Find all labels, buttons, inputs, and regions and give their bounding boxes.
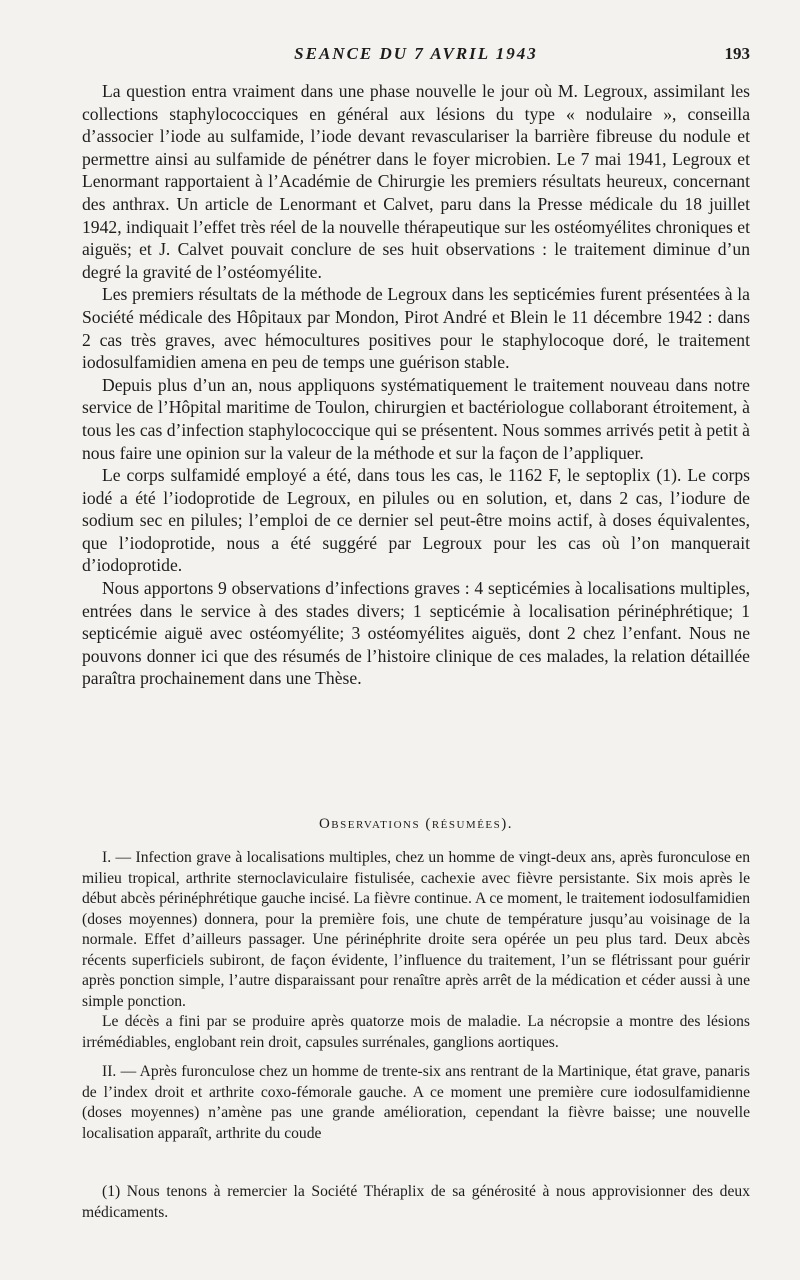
page-header xyxy=(82,44,750,66)
paragraph: Le corps sulfamidé employé a été, dans tous les cas, le 1162 F, le septoplix (1). Le corps iodé a été l’iodoprotide de Legroux, en pilules ou en solution, et, dans 2 cas, l’iodure de sodium sec en pilules; l’emploi de ce dernier sel peut-être moins actif, à doses équivalentes, que l’iodoprotide, nous a été suggéré par Legroux pour les cas où l’on manquerait d’iodoprotide. xyxy=(82,465,750,576)
paragraph: Depuis plus d’un an, nous appliquons systématiquement le traitement nouveau dans notre service de l’Hôpital maritime de Toulon, chirurgien et bactériologue collaborant étroitement, à tous les cas d’infection staphylococcique qui se présentent. Nous sommes arrivés petit à petit à nous faire une opinion sur la valeur de la méthode et sur la façon de l’appliquer. xyxy=(82,374,750,463)
running-head: SEANCE DU 7 AVRIL 1943 xyxy=(294,44,538,63)
paragraph: La question entra vraiment dans une phase nouvelle le jour où M. Legroux, assimilant les collections staphylococciques en général aux lésions du type « nodulaire », conseilla d’associer l’iode au sulfamide, l’iode devant revasculariser la barrière fibreuse du nodule et permettre ainsi au sulfamide de pénétrer dans le foyer microbien. Le 7 mai 1941, Legroux et Lenormant rapportaient à l’Académie de Chirurgie les premiers résultats heureux, concernant des anthrax. Un article de Lenormant et Calvet, paru dans la Presse médicale du 18 juillet 1942, indiquait l’effet très réel de la nouvelle thérapeutique sur les ostéomyélites chroniques et aiguës; et J. Calvet pouvait conclure de ses huit observations : le traitement diminue d’un degré la gravité de l’ostéomyélite. xyxy=(82,81,750,282)
footnote-text: (1) Nous tenons à remercier la Société Théraplix de sa générosité à nous approvisionner des deux médicaments. xyxy=(82,1183,750,1221)
footnote xyxy=(82,1182,750,1223)
page-number: 193 xyxy=(724,44,750,63)
observation-paragraph: I. — Infection grave à localisations multiples, chez un homme de vingt-deux ans, après furonculose en milieu tropical, arthrite sternoclaviculaire fistulisée, cachexie avec fièvre persistante. Six mois après le début abcès périnéphrétique gauche incisé. La fièvre continue. A ce moment, le traitement iodosulfamidien (doses moyennes) donnera, pour la première fois, une chute de température jusqu’au voisinage de la normale. Effet d’ailleurs passager. Une périnéphrite droite sera opérée un peu plus tard. Deux abcès récents superficiels subiront, de façon évidente, l’influence du traitement, l’un se flétrissant pour guérir après ponction simple, l’autre disparaissant pour renaître après arrêt de la médication et céder aussi à une simple ponction. xyxy=(82,849,750,1010)
observations xyxy=(82,848,750,1144)
observation-paragraph: II. — Après furonculose chez un homme de trente-six ans rentrant de la Martinique, état grave, panaris de l’index droit et arthrite coxo-fémorale gauche. A ce moment une première cure iodosulfamidienne (doses moyennes) n’amène pas une grande amélioration, cependant la fièvre baisse; une nouvelle localisation apparaît, arthrite du coude xyxy=(82,1063,750,1142)
section-title: Observations (résumées). xyxy=(318,816,514,832)
main-text xyxy=(82,80,750,690)
observation-paragraph: Le décès a fini par se produire après quatorze mois de maladie. La nécropsie a montre des lésions irrémédiables, englobant rein droit, capsules surrénales, ganglions aortiques. xyxy=(82,1013,750,1051)
paragraph: Les premiers résultats de la méthode de Legroux dans les septicémies furent présentées à la Société médicale des Hôpitaux par Mondon, Pirot André et Blein le 11 décembre 1942 : dans 2 cas très graves, avec hémocultures positives pour le staphylocoque doré, le traitement iodosulfamidien amena en peu de temps une guérison stable. xyxy=(82,284,750,373)
paragraph: Nous apportons 9 observations d’infections graves : 4 septicémies à localisations multiples, entrées dans le service à des stades divers; 1 septicémie à localisation périnéphrétique; 1 septicémie aiguë avec ostéomyélite; 3 ostéomyélites aiguës, dont 2 chez l’enfant. Nous ne pouvons donner ici que des résumés de l’histoire clinique de ces malades, la relation détaillée paraîtra prochainement dans une Thèse. xyxy=(82,578,750,689)
